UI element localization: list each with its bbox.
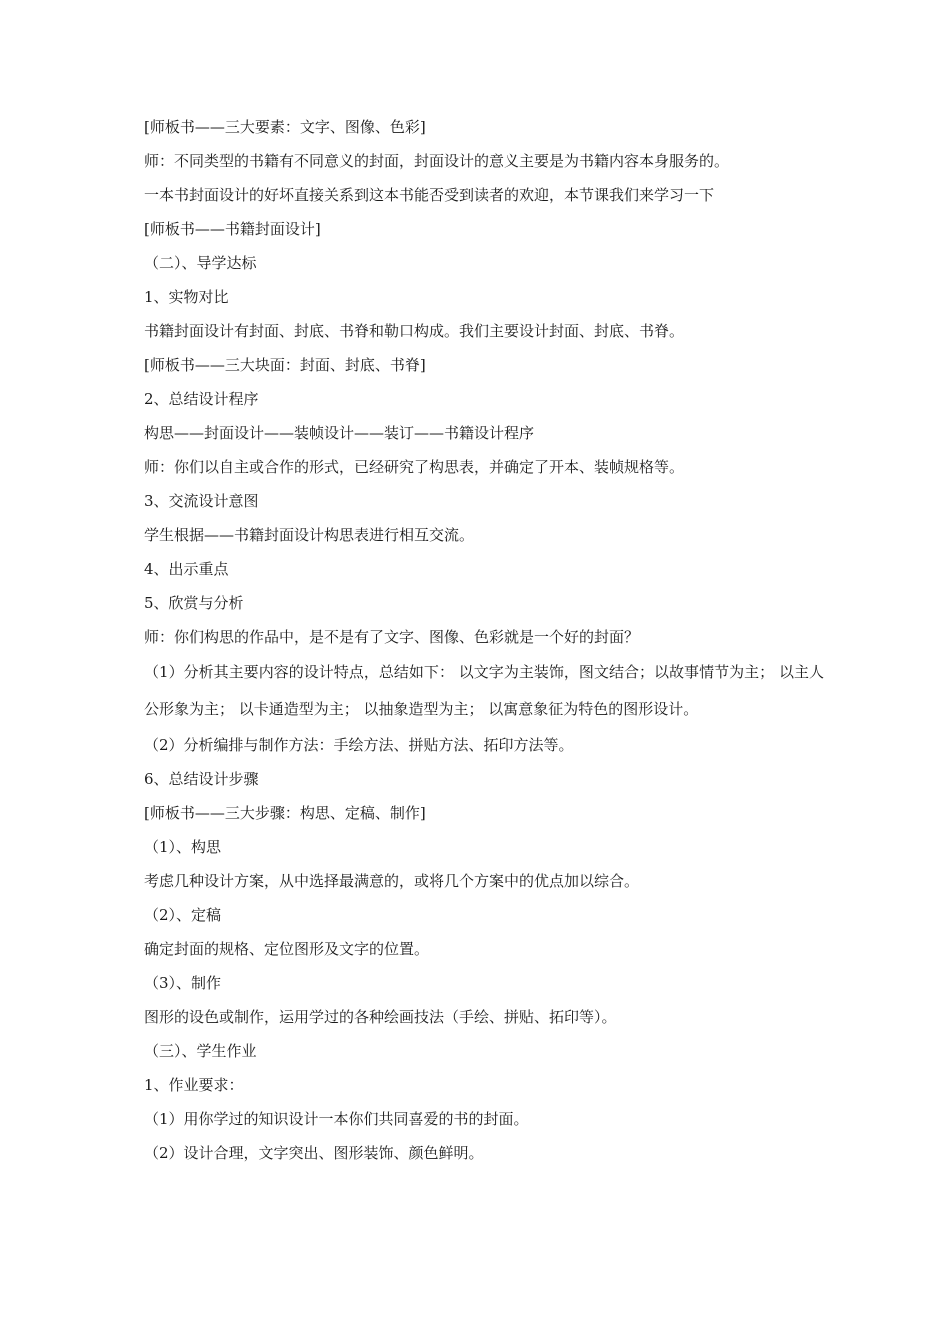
paragraph-cover-parts: 书籍封面设计有封面、封底、书脊和勒口构成。我们主要设计封面、封底、书脊。	[144, 322, 685, 340]
item-heading-object-comparison: 1、实物对比	[144, 288, 229, 306]
paragraph-concept-table: 师：你们以自主或合作的形式，已经研究了构思表，并确定了开本、装帧规格等。	[144, 458, 685, 476]
board-note-three-blocks: [师板书——三大块面：封面、封底、书脊]	[144, 356, 426, 374]
item-heading-design-steps: 6、总结设计步骤	[144, 770, 259, 788]
paragraph-cover-meaning: 师：不同类型的书籍有不同意义的封面，封面设计的意义主要是为书籍内容本身服务的。	[144, 152, 730, 170]
step-heading-concept: （1）、构思	[144, 838, 222, 856]
section-heading-guided-learning: （二）、导学达标	[144, 254, 257, 272]
document-body	[144, 110, 824, 1170]
board-note-three-elements: [师板书——三大要素：文字、图像、色彩]	[144, 118, 426, 136]
section-heading-student-homework: （三）、学生作业	[144, 1042, 257, 1060]
paragraph-design-features: （1）分析其主要内容的设计特点，总结如下： 以文字为主装饰，图文结合；以故事情节为主； 以主人公形象为主； 以卡通造型为主； 以抽象造型为主； 以寓意象征为特色的图形设计。	[144, 663, 824, 718]
item-heading-key-points: 4、出示重点	[144, 560, 229, 578]
item-heading-homework-requirements: 1、作业要求：	[144, 1076, 244, 1094]
paragraph-concept-detail: 考虑几种设计方案，从中选择最满意的，或将几个方案中的优点加以综合。	[144, 872, 640, 890]
board-note-three-steps: [师板书——三大步骤：构思、定稿、制作]	[144, 804, 426, 822]
paragraph-cover-quality: 一本书封面设计的好坏直接关系到这本书能否受到读者的欢迎，本节课我们来学习一下	[144, 186, 715, 204]
step-heading-finalize: （2）、定稿	[144, 906, 222, 924]
paragraph-finalize-detail: 确定封面的规格、定位图形及文字的位置。	[144, 940, 430, 958]
requirement-one: （1）用你学过的知识设计一本你们共同喜爱的书的封面。	[144, 1110, 529, 1128]
item-heading-exchange-intent: 3、交流设计意图	[144, 492, 259, 510]
step-heading-produce: （3）、制作	[144, 974, 222, 992]
paragraph-layout-methods: （2）分析编排与制作方法：手绘方法、拼贴方法、拓印方法等。	[144, 736, 574, 754]
paragraph-teacher-question: 师：你们构思的作品中，是不是有了文字、图像、色彩就是一个好的封面？	[144, 628, 640, 646]
paragraph-student-exchange: 学生根据——书籍封面设计构思表进行相互交流。	[144, 526, 475, 544]
item-heading-design-procedure: 2、总结设计程序	[144, 390, 259, 408]
item-heading-appreciation: 5、欣赏与分析	[144, 594, 244, 612]
paragraph-produce-detail: 图形的设色或制作，运用学过的各种绘画技法（手绘、拼贴、拓印等）。	[144, 1008, 617, 1026]
board-note-book-cover-design: [师板书——书籍封面设计]	[144, 220, 321, 238]
requirement-two: （2）设计合理，文字突出、图形装饰、颜色鲜明。	[144, 1144, 484, 1162]
paragraph-procedure-steps: 构思——封面设计——装帧设计——装订——书籍设计程序	[144, 424, 535, 442]
